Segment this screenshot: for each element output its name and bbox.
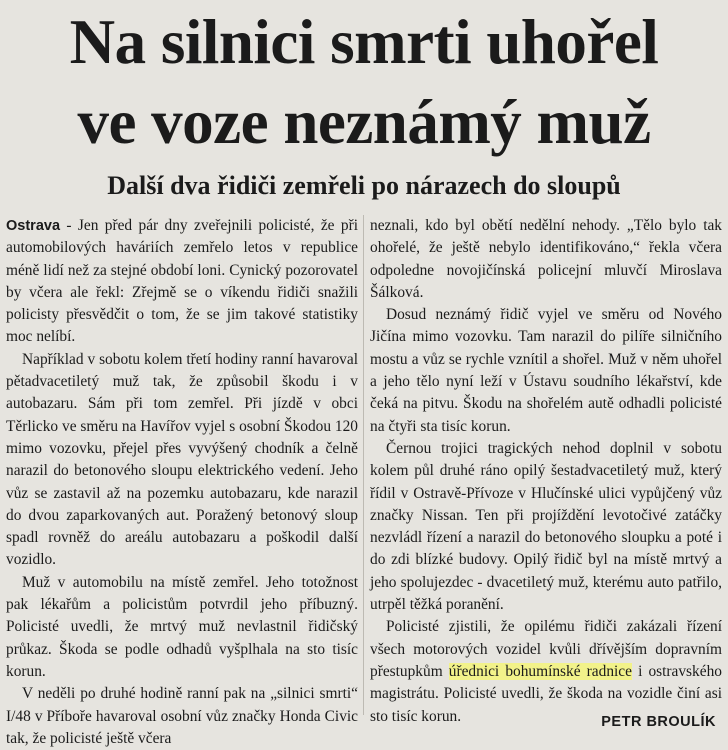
dateline: Ostrava (6, 218, 61, 234)
paragraph-1-text: - Jen před pár dny zveřejnili policisté, že při automobilových haváriích zemřelo letos v republice méně lidí než za stejné období loni. Cynický pozorovatel by včera ale řekl: Zřejmě se o víkendu řidiči snažili policisty přesvědčit o tom, že se jim takové statistiky moc nelíbí. (6, 217, 358, 346)
paragraph-7-text-b: i ostravského magistrátu. Policisté uvedli, že škoda na vozidle činí asi sto tisíc korun. (370, 662, 722, 725)
paragraph-3: Muž v automobilu na místě zemřel. Jeho totožnost pak lékařům a policistům potvrdil jeho příbuzný. Policisté uvedli, že mrtvý muž nevlastnil řidičský průkaz. Škoda se podle odhadů vyšplhala na sto tisíc korun. (6, 573, 358, 680)
headline-line-1: Na silnici smrti uhořel (69, 7, 659, 77)
subheadline: Další dva řidiči zemřeli po nárazech do sloupů (107, 171, 621, 200)
byline: PETR BROULÍK (601, 714, 716, 730)
paragraph-7 (370, 616, 722, 727)
article-column-left (6, 215, 358, 750)
paragraph-2: Například v sobotu kolem třetí hodiny ranní havaroval pětadvacetiletý muž tak, že způsobil škodu i v autobazaru. Sám při tom zemřel. Při jízdě v obci Těrlicko ve směru na Havířov vyjel s osobní Škodou 120 mimo vozovku, přejel přes vyvýšený chodník a čelně narazil do betonového sloupu elektrického vedení. Jeho vůz se zastavil až na pozemku autobazaru, kde narazil do dvou zaparkovaných aut. Poražený betonový sloup spadl rovněž do areálu autobazaru a poškodil další vozidlo. (6, 350, 358, 569)
paragraph-7-text-a: Policisté zjistili, že opilému řidiči zakázali řízení všech motorových vozidel kvůli dřívějším dopravním přestupkům (370, 618, 722, 680)
column-divider (363, 215, 364, 715)
paragraph-4-continued: neznali, kdo byl obětí nedělní nehody. „Tělo bylo tak ohořelé, že ještě nebylo identifikováno,“ řekla včera odpoledne novojičínská policejní mluvčí Miroslava Šálková. (370, 217, 722, 301)
highlighted-text: úřednici bohumínské radnice (448, 662, 632, 680)
article-column-right (370, 215, 722, 728)
headline (0, 2, 728, 162)
paragraph-5: Dosud neznámý řidič vyjel ve směru od Nového Jičína mimo vozovku. Tam narazil do pilíře silničního mostu a vůz se rychle vznítil a shořel. Muž v něm uhořel a jeho tělo nyní leží v Ústavu soudního lékařství, kde čeká na pitvu. Škodu na shořelém autě odhadli policisté na čtyři sta tisíc korun. (370, 306, 722, 435)
paragraph-4: V neděli po druhé hodině ranní pak na „silnici smrti“ I/48 v Příboře havaroval osobní vůz značky Honda Civic tak, že policisté ještě včera (6, 685, 358, 747)
paragraph-6: Černou trojici tragických nehod doplnil v sobotu kolem půl druhé ráno opilý šestadvacetiletý muž, který řídil v Ostravě-Přívoze v Hlučínské ulici vypůjčený vůz značky Nissan. Ten při projíždění levotočivé zatáčky nezvládl řízení a narazil do betonového sloupku a poté i do zdi blízké budovy. Opilý řidič byl na místě mrtvý a jeho spolujezdec - dvacetiletý muž, kterému auto patřilo, utrpěl těžká poranění. (370, 439, 722, 614)
headline-line-2: ve voze neznámý muž (77, 87, 651, 157)
paragraph-1 (6, 215, 358, 349)
